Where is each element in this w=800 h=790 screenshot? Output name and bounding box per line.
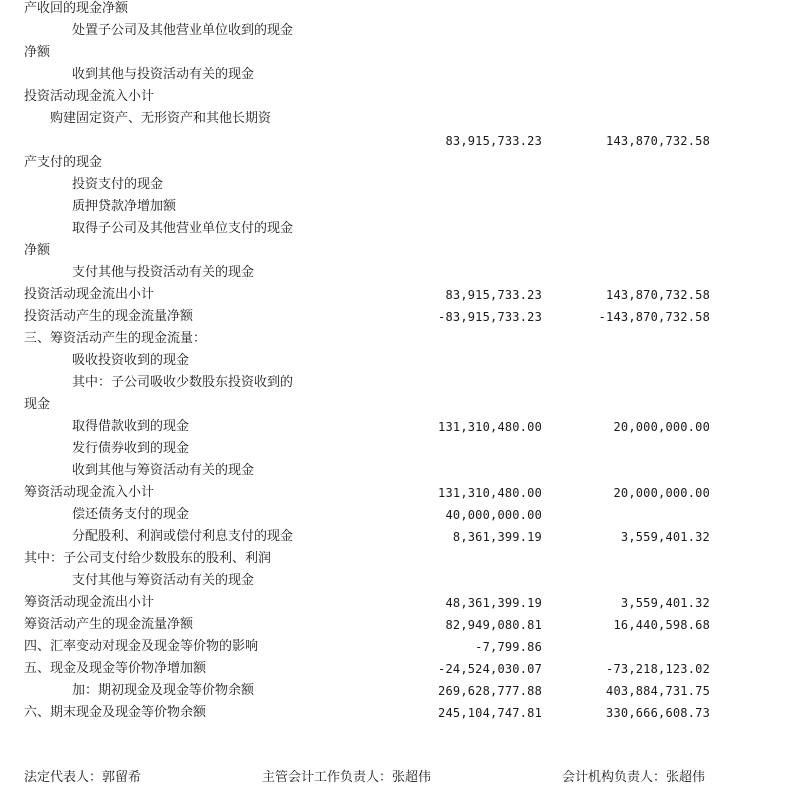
statement-row [0,350,800,372]
statement-row [0,0,800,20]
prior-period-value: 330,666,608.73 [606,706,710,720]
statement-row [0,438,800,460]
statement-row [0,152,800,174]
row-label: 筹资活动产生的现金流量净额 [24,617,194,632]
statement-row [0,20,800,42]
statement-row [0,680,800,702]
statement-row [0,130,800,152]
row-label: 净额 [24,243,51,258]
prior-period-value: 143,870,732.58 [606,288,710,302]
statement-row [0,570,800,592]
statement-row [0,64,800,86]
prior-period-value: 3,559,401.32 [620,596,710,610]
row-label: 投资支付的现金 [72,177,164,192]
statement-row [0,636,800,658]
current-period-value: -7,799.86 [475,640,542,654]
prior-period-value: 16,440,598.68 [613,618,710,632]
current-period-value: -24,524,030.07 [438,662,542,676]
row-label: 处置子公司及其他营业单位收到的现金 [72,23,294,38]
statement-row [0,460,800,482]
current-period-value: 131,310,480.00 [438,420,542,434]
statement-row [0,526,800,548]
row-label: 投资活动现金流出小计 [24,287,155,302]
current-period-value: 83,915,733.23 [445,134,542,148]
row-label: 分配股利、利润或偿付利息支付的现金 [72,529,294,544]
row-label: 四、汇率变动对现金及现金等价物的影响 [24,639,259,654]
legal-representative: 法定代表人：郭留希 [24,770,142,785]
statement-row [0,284,800,306]
statement-row [0,218,800,240]
row-label: 加：期初现金及现金等价物余额 [72,683,255,698]
statement-row [0,592,800,614]
prior-period-value: 3,559,401.32 [620,530,710,544]
row-label: 五、现金及现金等价物净增加额 [24,661,207,676]
row-label: 偿还债务支付的现金 [72,507,190,522]
row-label: 收到其他与筹资活动有关的现金 [72,463,255,478]
current-period-value: 8,361,399.19 [452,530,542,544]
prior-period-value: -73,218,123.02 [606,662,710,676]
row-label: 投资活动现金流入小计 [24,89,155,104]
row-label: 投资活动产生的现金流量净额 [24,309,194,324]
row-label: 吸收投资收到的现金 [72,353,190,368]
accounting-work-head: 主管会计工作负责人：张超伟 [262,770,432,785]
current-period-value: 48,361,399.19 [445,596,542,610]
row-label: 收到其他与投资活动有关的现金 [72,67,255,82]
row-label: 支付其他与筹资活动有关的现金 [72,573,255,588]
row-label: 其中：子公司吸收少数股东投资收到的 [72,375,294,390]
row-label: 支付其他与投资活动有关的现金 [72,265,255,280]
statement-row [0,86,800,108]
prior-period-value: 20,000,000.00 [613,486,710,500]
row-label: 六、期末现金及现金等价物余额 [24,705,207,720]
row-label: 产支付的现金 [24,155,103,170]
statement-row [0,108,800,130]
statement-row [0,658,800,680]
statement-row [0,174,800,196]
prior-period-value: 143,870,732.58 [606,134,710,148]
prior-period-value: -143,870,732.58 [598,310,710,324]
statement-row [0,196,800,218]
row-label: 产收回的现金净额 [24,1,129,16]
row-label: 其中：子公司支付给少数股东的股利、利润 [24,551,272,566]
statement-row [0,702,800,724]
statement-row [0,614,800,636]
row-label: 质押贷款净增加额 [72,199,177,214]
row-label: 取得子公司及其他营业单位支付的现金 [72,221,294,236]
statement-row [0,306,800,328]
row-label: 净额 [24,45,51,60]
statement-row [0,504,800,526]
current-period-value: 245,104,747.81 [438,706,542,720]
row-label: 现金 [24,397,51,412]
statement-row [0,416,800,438]
row-label: 取得借款收到的现金 [72,419,190,434]
statement-row [0,240,800,262]
statement-row [0,394,800,416]
prior-period-value: 20,000,000.00 [613,420,710,434]
current-period-value: 40,000,000.00 [445,508,542,522]
statement-row [0,482,800,504]
current-period-value: 269,628,777.88 [438,684,542,698]
statement-row [0,548,800,570]
row-label: 购建固定资产、无形资产和其他长期资 [50,111,272,126]
row-label: 筹资活动现金流入小计 [24,485,155,500]
statement-row [0,262,800,284]
row-label: 筹资活动现金流出小计 [24,595,155,610]
statement-row [0,328,800,350]
statement-row [0,372,800,394]
current-period-value: 131,310,480.00 [438,486,542,500]
prior-period-value: 403,884,731.75 [606,684,710,698]
current-period-value: 83,915,733.23 [445,288,542,302]
current-period-value: -83,915,733.23 [438,310,542,324]
current-period-value: 82,949,080.81 [445,618,542,632]
row-label: 三、筹资活动产生的现金流量： [24,331,207,346]
accounting-department-head: 会计机构负责人：张超伟 [562,770,706,785]
row-label: 发行债券收到的现金 [72,441,190,456]
statement-row [0,42,800,64]
